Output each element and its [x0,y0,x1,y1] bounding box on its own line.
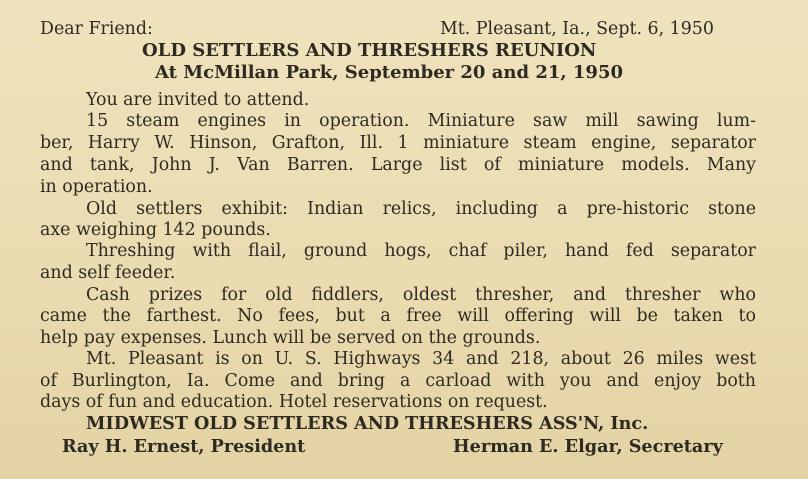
body-line: and self feeder. [40,263,176,283]
body-line: ber, Harry W. Hinson, Grafton, Ill. 1 miniature steam engine, separator [40,133,756,153]
body-line: help pay expenses. Lunch will be served on the grounds. [40,328,541,348]
body-line: of Burlington, Ia. Come and bring a carload with you and enjoy both [40,371,756,391]
greeting: Dear Friend: [40,19,153,39]
body-line: Cash prizes for old fiddlers, oldest thresher, and thresher who [86,285,756,305]
body-line: came the farthest. No fees, but a free will offering will be taken to [40,306,756,326]
president-signature: Ray H. Ernest, President [62,436,306,457]
body-line: Old settlers exhibit: Indian relics, including a pre-historic stone [86,199,756,219]
body-line: in operation. [40,177,153,197]
place-date: Mt. Pleasant, Ia., Sept. 6, 1950 [440,19,714,39]
secretary-signature: Herman E. Elgar, Secretary [453,436,723,457]
body-line: 15 steam engines in operation. Miniature saw mill sawing lum- [86,111,756,131]
title: OLD SETTLERS AND THRESHERS REUNION [142,40,597,61]
body-line: days of fun and education. Hotel reservations on request. [40,392,548,412]
association-name: MIDWEST OLD SETTLERS AND THRESHERS ASS'N, Inc. [86,413,649,434]
body-line: You are invited to attend. [86,90,310,110]
body-line: Mt. Pleasant is on U. S. Highways 34 and 218, about 26 miles west [86,349,756,369]
body-line: axe weighing 142 pounds. [40,220,271,240]
subtitle: At McMillan Park, September 20 and 21, 1950 [155,62,624,83]
body-line: and tank, John J. Van Barren. Large list of miniature models. Many [40,155,756,175]
body-line: Threshing with flail, ground hogs, chaf piler, hand fed separator [86,241,756,261]
